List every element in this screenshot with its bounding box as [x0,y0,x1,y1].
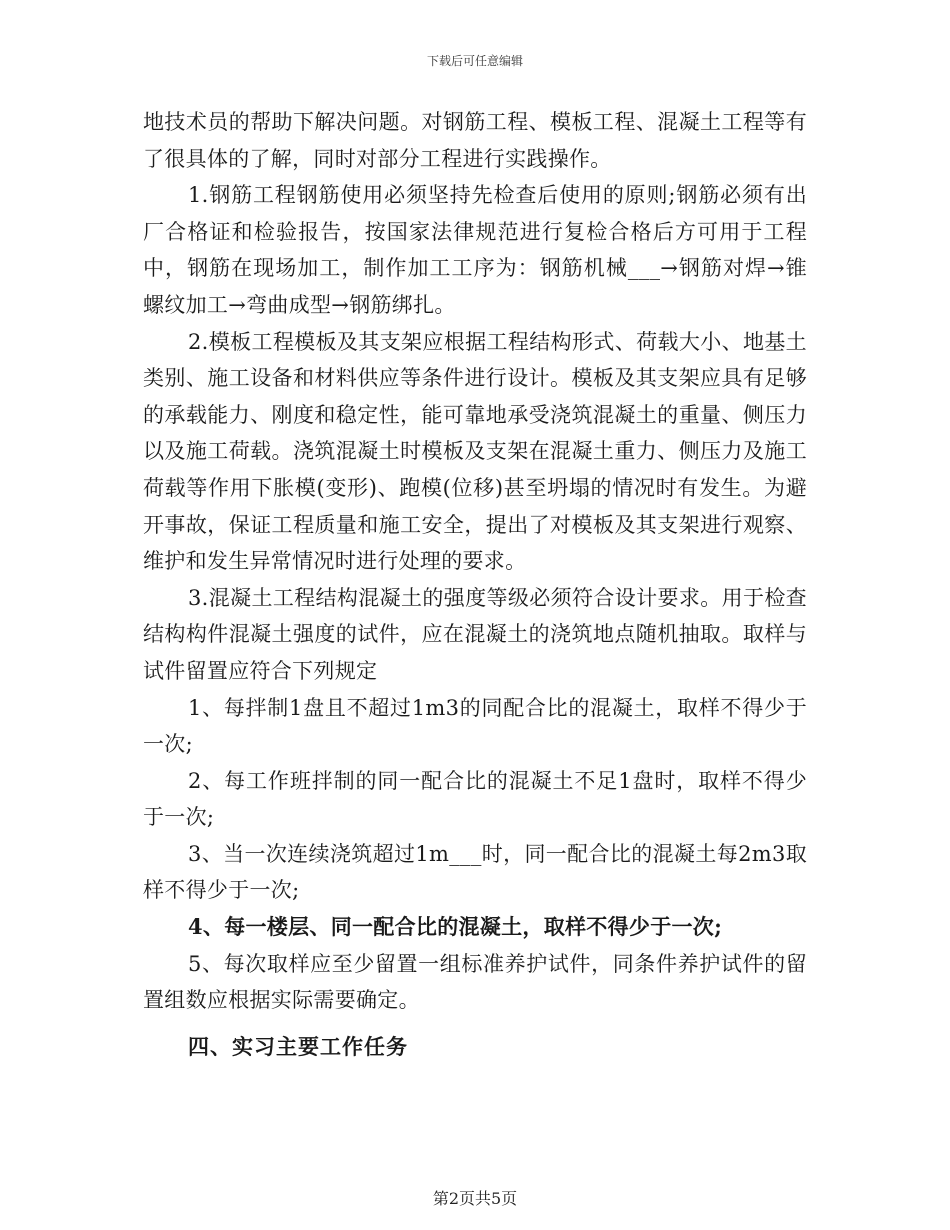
list-item-rule-1: 1、每拌制1盘且不超过1m3的同配合比的混凝土，取样不得少于一次; [143,695,807,757]
document-body [143,104,807,1065]
paragraph-formwork: 2.模板工程模板及其支架应根据工程结构形式、荷载大小、地基土类别、施工设备和材料供应等条件进行设计。模板及其支架应具有足够的承载能力、刚度和稳定性，能可靠地承受浇筑混凝土的重量、侧压力以及施工荷载。浇筑混凝土时模板及支架在混凝土重力、侧压力及施工荷载等作用下胀模(变形)、跑模(位移)甚至坍塌的情况时有发生。为避开事故，保证工程质量和施工安全，提出了对模板及其支架进行观察、维护和发生异常情况时进行处理的要求。 [143,329,807,574]
list-item-rule-2: 2、每工作班拌制的同一配合比的混凝土不足1盘时，取样不得少于一次; [143,768,807,830]
list-item-rule-3: 3、当一次连续浇筑超过1m___时，同一配合比的混凝土每2m3取样不得少于一次; [143,841,807,903]
paragraph-concrete: 3.混凝土工程结构混凝土的强度等级必须符合设计要求。用于检查结构构件混凝土强度的试件，应在混凝土的浇筑地点随机抽取。取样与试件留置应符合下列规定 [143,585,807,683]
section-heading: 四、实习主要工作任务 [188,1033,408,1059]
list-item-rule-4: 4、每一楼层、同一配合比的混凝土，取样不得少于一次; [188,914,723,940]
paragraph-rebar: 1.钢筋工程钢筋使用必须坚持先检查后使用的原则;钢筋必须有出厂合格证和检验报告，按国家法律规范进行复检合格后方可用于工程中，钢筋在现场加工，制作加工工序为：钢筋机械___→钢筋对焊→锥螺纹加工→弯曲成型→钢筋绑扎。 [143,183,807,317]
page-header: 下载后可任意编辑 [426,54,523,68]
list-item-rule-5: 5、每次取样应至少留置一组标准养护试件，同条件养护试件的留置组数应根据实际需要确定。 [143,951,807,1013]
paragraph-intro: 地技术员的帮助下解决问题。对钢筋工程、模板工程、混凝土工程等有了很具体的了解，同时对部分工程进行实践操作。 [143,110,807,171]
page-footer: 第2页共5页 [432,1189,518,1208]
